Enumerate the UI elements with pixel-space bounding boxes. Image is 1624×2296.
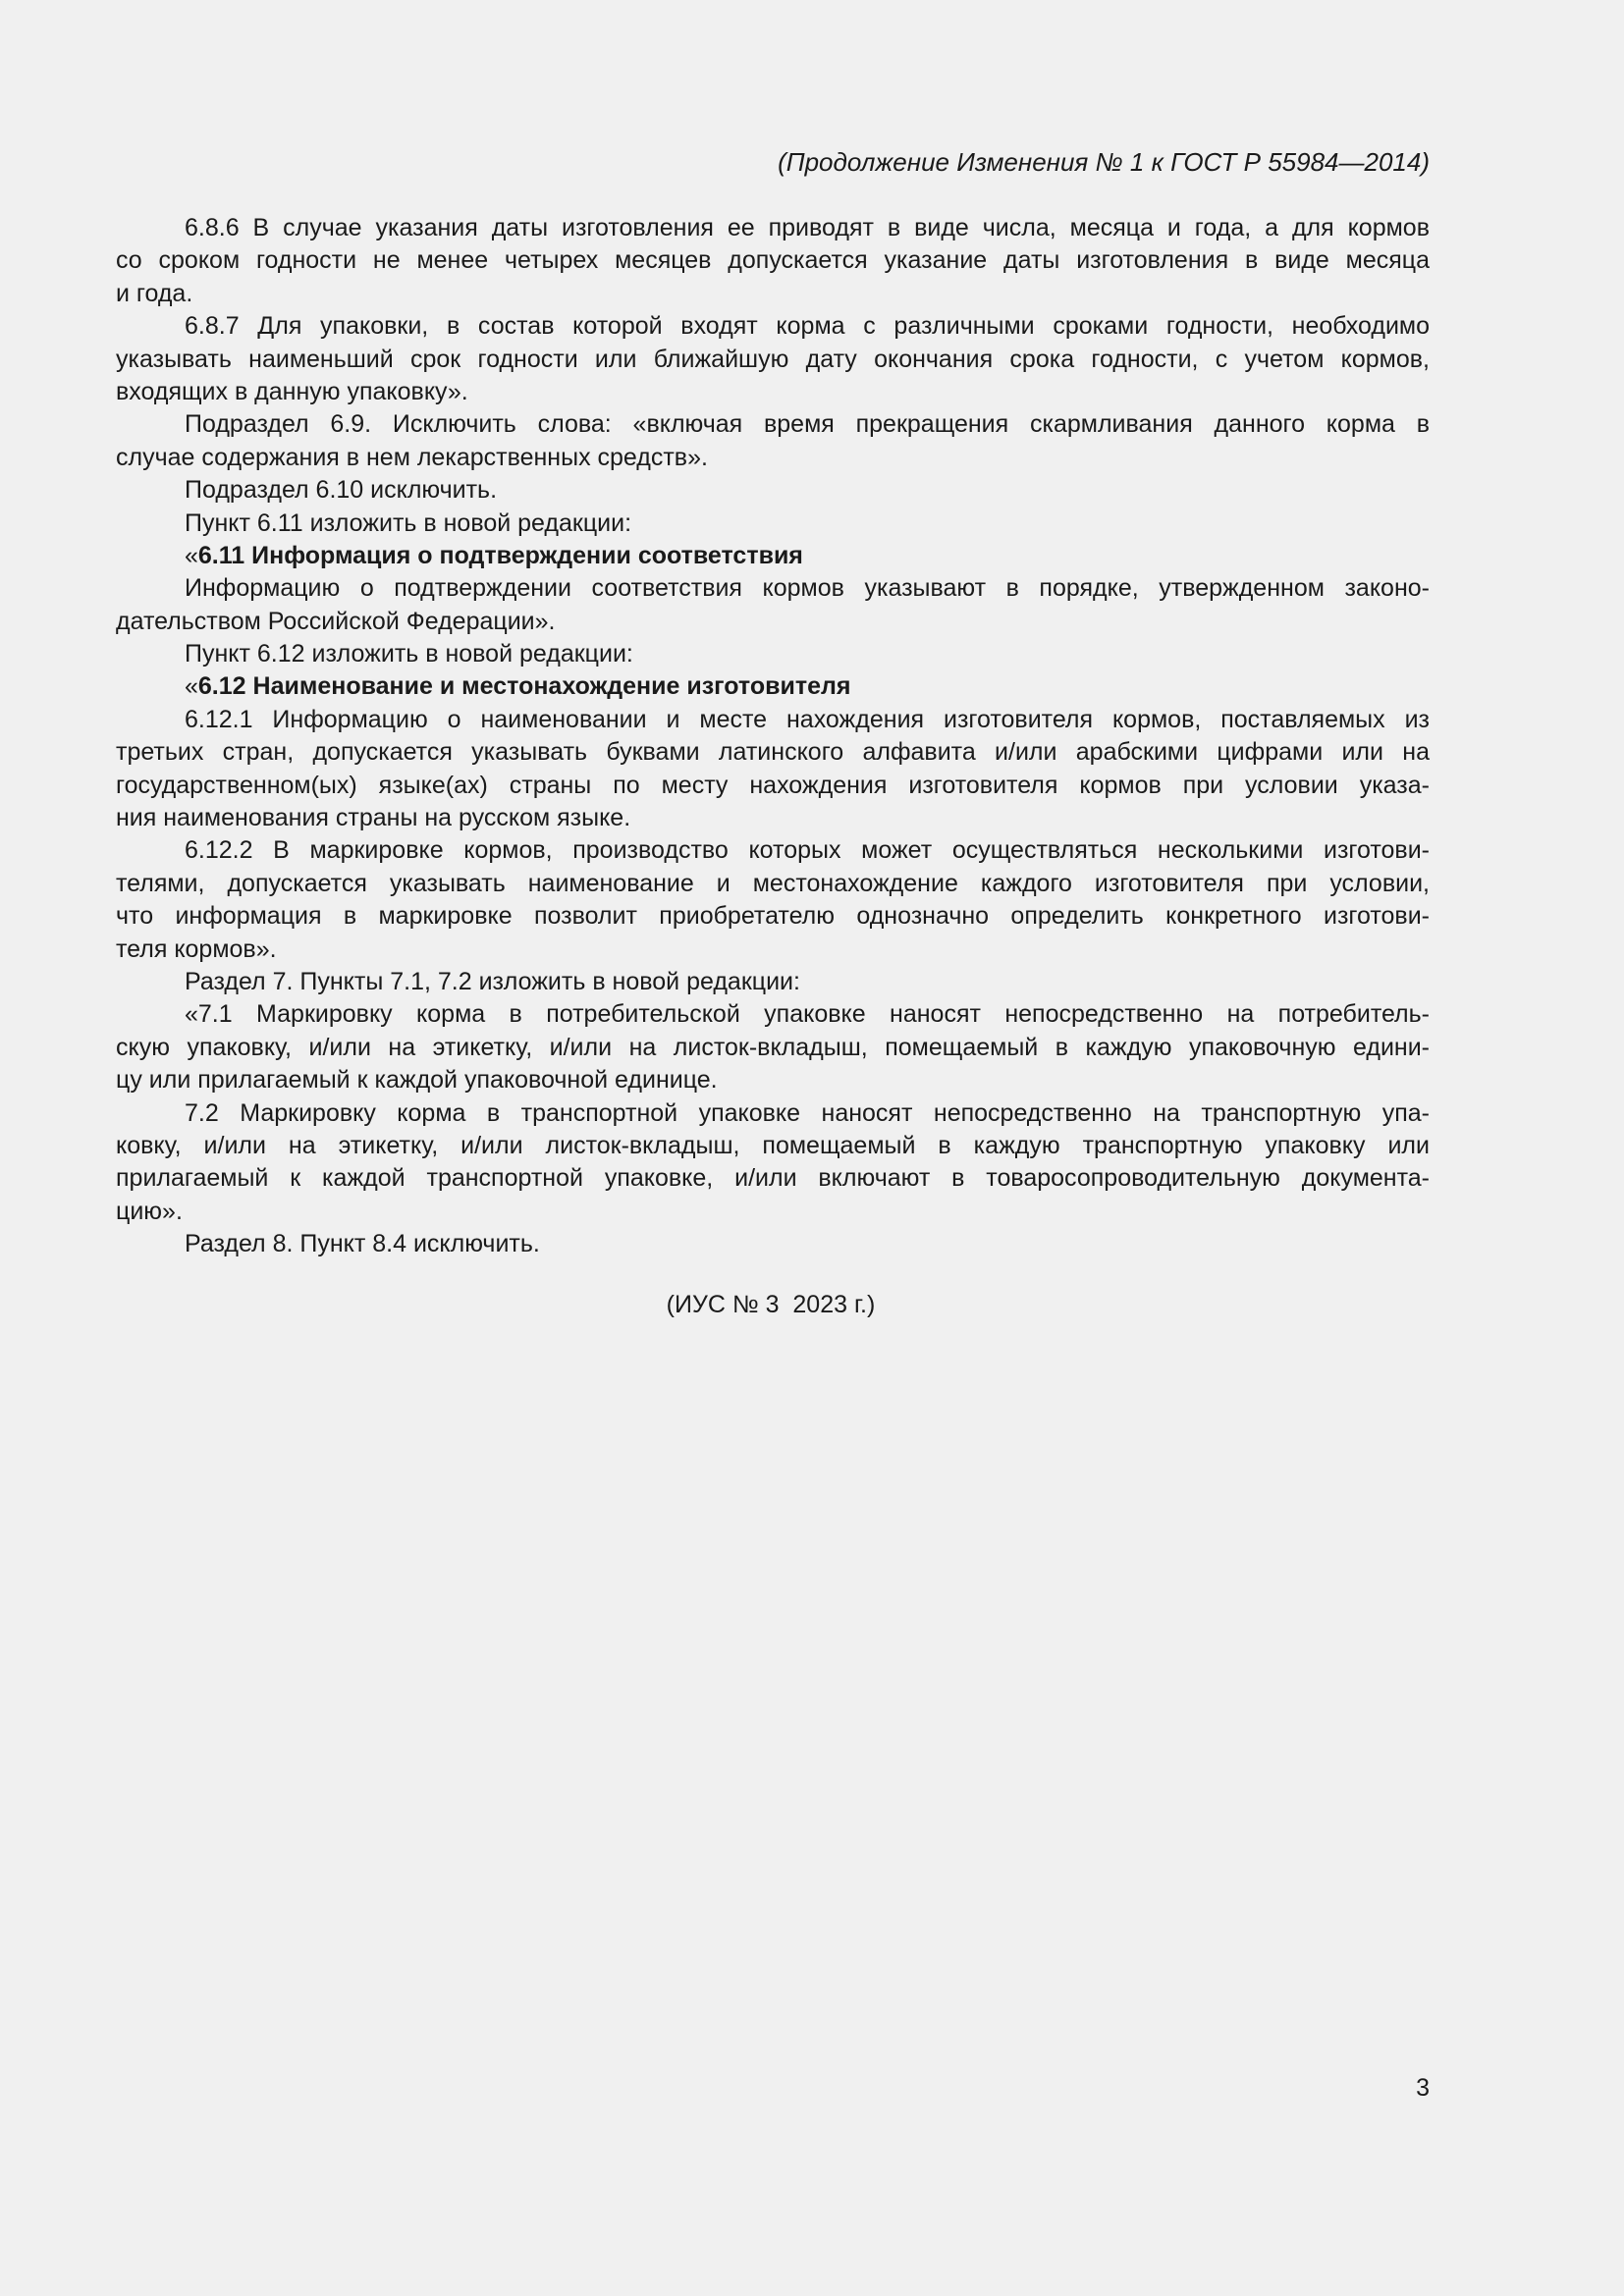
text-line: цу или прилагаемый к каждой упаковочной единице. xyxy=(116,1066,718,1095)
paragraph-7-1 xyxy=(116,998,1430,1096)
text-line: Пункт 6.12 изложить в новой редакции: xyxy=(185,640,633,668)
text-line: Информацию о подтверждении соответствия кормов указывают в порядке, утвержденном законо- xyxy=(185,574,1430,603)
text-line: Подраздел 6.10 исключить. xyxy=(185,476,498,505)
paragraph-6-12-1 xyxy=(116,704,1430,835)
opening-quote: « xyxy=(185,672,198,701)
paragraph-6-8-6 xyxy=(116,212,1430,310)
text-line: теля кормов». xyxy=(116,934,277,963)
text-line: 6.8.6 В случае указания даты изготовления ее приводят в виде числа, месяца и года, а для кормов xyxy=(185,214,1430,241)
text-line: скую упаковку, и/или на этикетку, и/или на листок-вкладыш, помещаемый в каждую упаковочную едини- xyxy=(116,1033,1430,1061)
text-line: Подраздел 6.9. Исключить слова: «включая время прекращения скармливания данного корма в xyxy=(185,410,1430,439)
text-line: Раздел 8. Пункт 8.4 исключить. xyxy=(185,1230,540,1258)
heading-line xyxy=(116,670,1430,703)
text-line: случае содержания в нем лекарственных средств». xyxy=(116,443,708,471)
section-heading-6-11 xyxy=(116,540,1430,572)
opening-quote: « xyxy=(185,541,198,569)
heading-text: 6.11 Информация о подтверждении соответствия xyxy=(197,541,803,569)
paragraph-6-9-instruction xyxy=(116,408,1430,474)
paragraph-6-10-instruction xyxy=(116,474,1430,507)
section-heading-6-12 xyxy=(116,670,1430,703)
continuation-header: (Продолжение Изменения № 1 к ГОСТ Р 55984—2014) xyxy=(778,147,1430,177)
text-line: 7.2 Маркировку корма в транспортной упаковке наносят непосредственно на транспортную упа- xyxy=(185,1098,1430,1127)
text-line: «7.1 Маркировку корма в потребительской упаковке наносят непосредственно на потребитель- xyxy=(185,1000,1430,1029)
ius-reference-note: (ИУС № 3 2023 г.) xyxy=(666,1291,876,1318)
text-line: Пункт 6.11 изложить в новой редакции: xyxy=(185,508,632,537)
paragraph-7-2 xyxy=(116,1097,1430,1229)
page-number: 3 xyxy=(1416,2074,1430,2102)
heading-line xyxy=(116,540,1430,572)
paragraph-6-11-instruction xyxy=(116,507,1430,540)
text-line: дательством Российской Федерации». xyxy=(116,607,556,635)
text-line: прилагаемый к каждой транспортной упаковке, и/или включают в товаросопроводительную документа- xyxy=(116,1164,1430,1193)
text-line: телями, допускается указывать наименование и местонахождение каждого изготовителя при условии, xyxy=(116,869,1430,897)
text-line: что информация в маркировке позволит приобретателю однозначно определить конкретного изготови- xyxy=(116,902,1430,931)
text-line: входящих в данную упаковку». xyxy=(116,377,468,405)
text-line: 6.8.7 Для упаковки, в состав которой входят корма с различными сроками годности, необходимо xyxy=(185,312,1430,341)
text-line: 6.12.2 В маркировке кормов, производство которых может осуществляться несколькими изготови- xyxy=(185,836,1430,865)
paragraph-6-12-2 xyxy=(116,834,1430,966)
heading-text: 6.12 Наименование и местонахождение изготовителя xyxy=(197,672,851,701)
text-line: указывать наименьший срок годности или ближайшую дату окончания срока годности, с учетом кормов, xyxy=(116,345,1430,373)
text-line: Раздел 7. Пункты 7.1, 7.2 изложить в новой редакции: xyxy=(185,967,800,995)
paragraph-6-8-7 xyxy=(116,310,1430,408)
text-line: цию». xyxy=(116,1197,183,1225)
text-line: со сроком годности не менее четырех месяцев допускается указание даты изготовления в виде месяца xyxy=(116,246,1430,275)
paragraph-7-instruction xyxy=(116,966,1430,998)
document-body xyxy=(116,212,1430,1261)
text-line: ковку, и/или на этикетку, и/или листок-вкладыш, помещаемый в каждую транспортную упаковку или xyxy=(116,1131,1430,1159)
text-line: 6.12.1 Информацию о наименовании и месте нахождения изготовителя кормов, поставляемых из xyxy=(185,705,1430,733)
paragraph-6-11-body xyxy=(116,572,1430,638)
text-line: и года. xyxy=(116,279,193,307)
paragraph-6-12-instruction xyxy=(116,638,1430,670)
text-line: ния наименования страны на русском языке. xyxy=(116,804,631,832)
text-line: государственном(ых) языке(ах) страны по месту нахождения изготовителя кормов при условии указа- xyxy=(116,771,1430,799)
paragraph-8-instruction xyxy=(116,1228,1430,1260)
text-line: третьих стран, допускается указывать буквами латинского алфавита и/или арабскими цифрами или на xyxy=(116,738,1430,767)
